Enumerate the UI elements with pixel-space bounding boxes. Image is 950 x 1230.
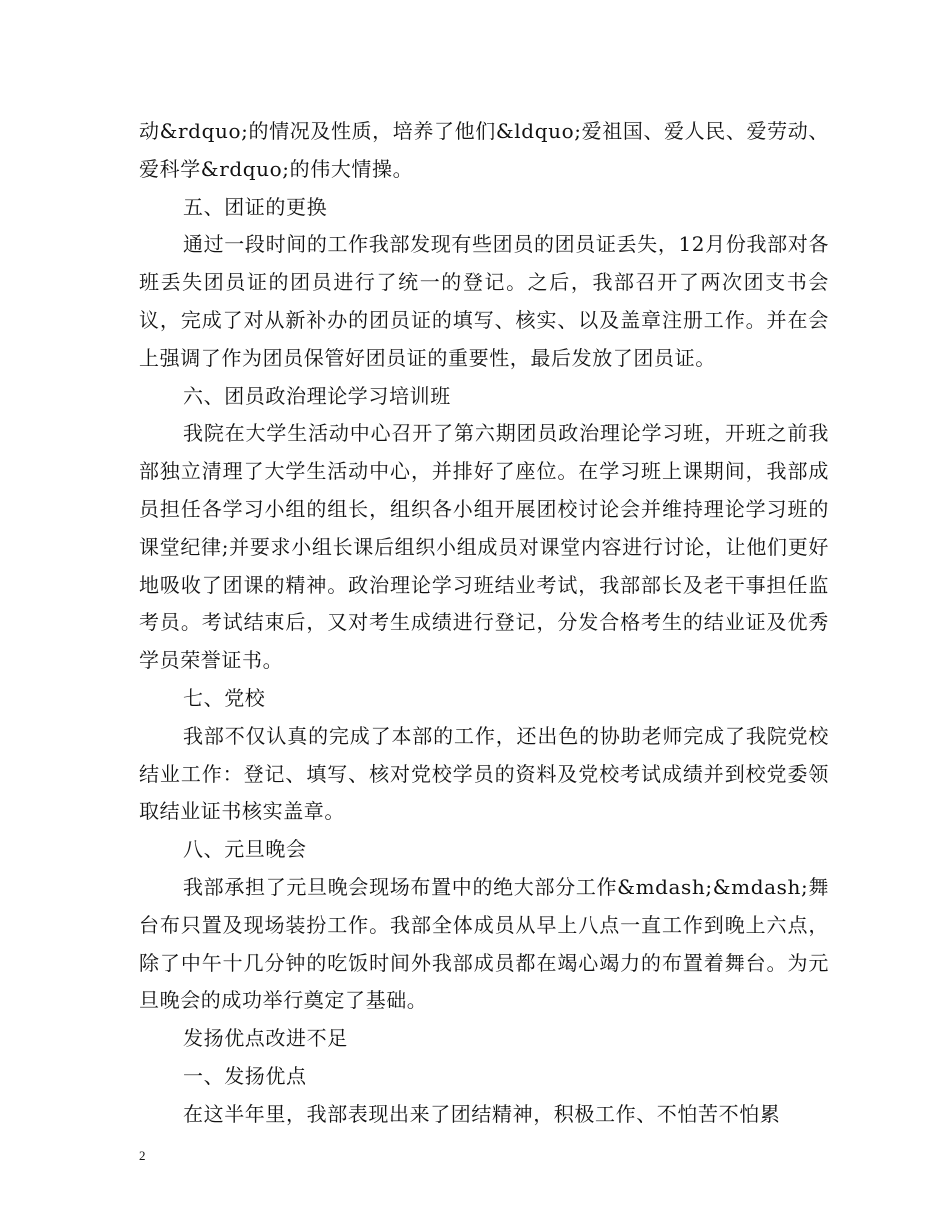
page-number: 2 bbox=[139, 1148, 146, 1163]
section-heading-1: 一、发扬优点 bbox=[183, 1063, 307, 1088]
section-heading-strengths: 发扬优点改进不足 bbox=[183, 1026, 348, 1051]
section-heading-6: 六、团员政治理论学习培训班 bbox=[183, 383, 451, 408]
paragraph-membership-card: 通过一段时间的工作我部发现有些团员的团员证丢失，12月份我部对各班丢失团员证的团员进行了统一的登记。之后，我部召开了两次团支书会议，完成了对从新补办的团员证的填写、核实、以及盖章注册工作。并在会上强调了作为团员保管好团员证的重要性，最后发放了团员证。 bbox=[139, 232, 829, 370]
section-heading-7: 七、党校 bbox=[183, 685, 266, 710]
paragraph-strengths: 在这半年里，我部表现出来了团结精神，积极工作、不怕苦不怕累 bbox=[183, 1101, 781, 1126]
paragraph-new-year-gala: 我部承担了元旦晚会现场布置中的绝大部分工作&mdash;&mdash;舞台布只置及现场装扮工作。我部全体成员从早上八点一直工作到晚上六点，除了中午十几分钟的吃饭时间外我部成员都在竭心竭力的布置着舞台。为元旦晚会的成功举行奠定了基础。 bbox=[139, 874, 829, 1013]
paragraph-party-school: 我部不仅认真的完成了本部的工作，还出色的协助老师完成了我院党校结业工作：登记、填写、核对党校学员的资料及党校考试成绩并到校党委领取结业证书核实盖章。 bbox=[139, 723, 829, 824]
section-heading-8: 八、元旦晚会 bbox=[183, 837, 307, 862]
section-heading-5: 五、团证的更换 bbox=[183, 194, 328, 219]
paragraph-continuation: 动&rdquo;的情况及性质，培养了他们&ldquo;爱祖国、爱人民、爱劳动、爱科学&rdquo;的伟大情操。 bbox=[139, 119, 829, 181]
document-body bbox=[139, 113, 829, 1134]
paragraph-political-training: 我院在大学生活动中心召开了第六期团员政治理论学习班，开班之前我部独立清理了大学生活动中心，并排好了座位。在学习班上课期间，我部成员担任各学习小组的组长，组织各小组开展团校讨论会并维持理论学习班的课堂纪律;并要求小组长课后组织小组成员对课堂内容进行讨论，让他们更好地吸收了团课的精神。政治理论学习班结业考试，我部部长及老干事担任监考员。考试结束后，又对考生成绩进行登记，分发合格考生的结业证及优秀学员荣誉证书。 bbox=[139, 421, 829, 673]
